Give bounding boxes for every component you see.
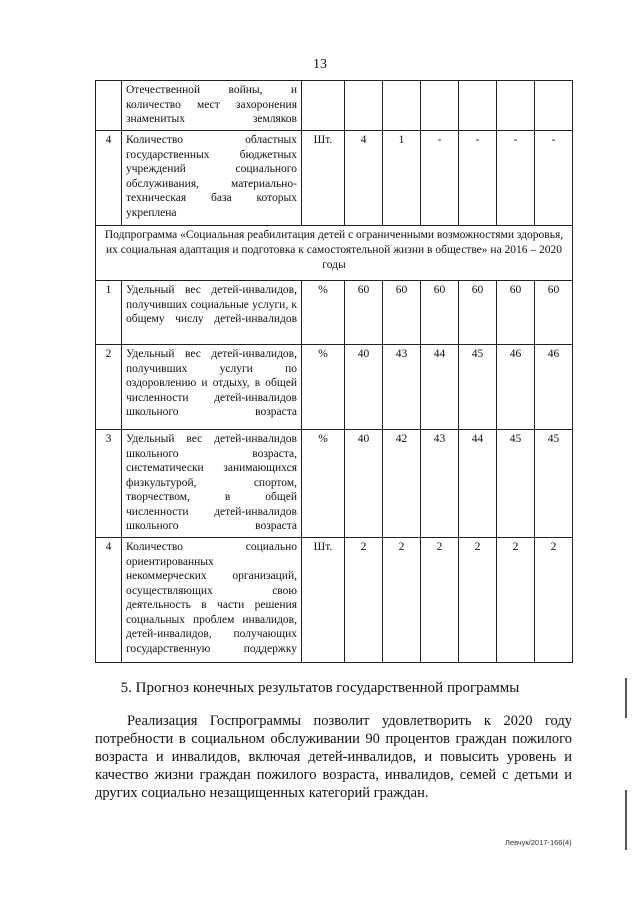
row-value: 60: [497, 281, 535, 345]
row-description: Количество областных государственных бюджетных учреждений социального обслуживания, материально-техническая база которых укреплена: [122, 131, 302, 226]
table-row: [96, 345, 573, 430]
row-value: -: [459, 131, 497, 226]
indicators-table: [95, 80, 573, 663]
row-description: Удельный вес детей-инвалидов, получивших услуги по оздоровлению и отдыху, в общей численности детей-инвалидов школьного возраста: [122, 345, 302, 430]
subprogram-row: [96, 226, 573, 281]
table-row: [96, 81, 573, 131]
document-signature: Левчук/2017-166(4): [505, 838, 572, 847]
row-value: 60: [459, 281, 497, 345]
row-value: [421, 81, 459, 131]
page-number: 13: [313, 57, 327, 72]
row-value: 43: [421, 430, 459, 538]
row-value: [535, 81, 573, 131]
row-value: 44: [459, 430, 497, 538]
row-value: -: [535, 131, 573, 226]
row-value: 42: [383, 430, 421, 538]
subprogram-title: Подпрограмма «Социальная реабилитация детей с ограниченными возможностями здоровья, их социальная адаптация и подготовка к самостоятельной жизни в обществе» на 2016 – 2020 годы: [96, 226, 573, 281]
table-row: [96, 430, 573, 538]
row-value: 60: [535, 281, 573, 345]
row-value: 46: [497, 345, 535, 430]
row-value: 40: [345, 430, 383, 538]
row-value: 2: [535, 538, 573, 663]
row-value: 45: [535, 430, 573, 538]
row-value: [459, 81, 497, 131]
table-row: [96, 131, 573, 226]
row-unit: %: [302, 430, 345, 538]
scan-edge-mark: [625, 790, 627, 850]
row-unit: %: [302, 281, 345, 345]
row-number: 1: [96, 281, 122, 345]
row-description: Количество социально ориентированных некоммерческих организаций, осуществляющих свою деятельность в части решения социальных проблем инвалидов, детей-инвалидов, получающих государственную поддержку: [122, 538, 302, 663]
row-unit: Шт.: [302, 538, 345, 663]
row-value: 2: [345, 538, 383, 663]
section-title: 5. Прогноз конечных результатов государственной программы: [120, 680, 520, 696]
row-number: 3: [96, 430, 122, 538]
row-value: 40: [345, 345, 383, 430]
row-value: [345, 81, 383, 131]
row-description: Удельный вес детей-инвалидов школьного возраста, систематически занимающихся физкультурой, спортом, творчеством, в общей численности детей-инвалидов школьного возраста: [122, 430, 302, 538]
row-number: 2: [96, 345, 122, 430]
row-number: [96, 81, 122, 131]
row-value: 2: [383, 538, 421, 663]
row-unit: [302, 81, 345, 131]
section-paragraph: Реализация Госпрограммы позволит удовлетворить к 2020 году потребности в социальном обслуживании 90 процентов граждан пожилого возраста и инвалидов, включая детей-инвалидов, и повысить уровень и качество жизни граждан пожилого возраста, инвалидов, семей с детьми и других социально незащищенных категорий граждан.: [95, 713, 572, 801]
row-value: [383, 81, 421, 131]
row-value: 1: [383, 131, 421, 226]
row-value: 46: [535, 345, 573, 430]
row-value: 2: [497, 538, 535, 663]
row-value: 45: [459, 345, 497, 430]
row-unit: Шт.: [302, 131, 345, 226]
row-value: 45: [497, 430, 535, 538]
row-value: -: [497, 131, 535, 226]
row-value: 4: [345, 131, 383, 226]
table-row: [96, 538, 573, 663]
row-number: 4: [96, 131, 122, 226]
table-row: [96, 281, 573, 345]
row-value: 2: [421, 538, 459, 663]
row-value: [497, 81, 535, 131]
row-value: 60: [383, 281, 421, 345]
row-description: Отечественной войны, и количество мест захоронения знаменитых земляков: [122, 81, 302, 131]
row-unit: %: [302, 345, 345, 430]
row-value: 43: [383, 345, 421, 430]
row-value: 44: [421, 345, 459, 430]
row-value: 60: [421, 281, 459, 345]
row-value: -: [421, 131, 459, 226]
row-description: Удельный вес детей-инвалидов, получивших социальные услуги, к общему числу детей-инвалидов: [122, 281, 302, 345]
row-value: 2: [459, 538, 497, 663]
row-value: 60: [345, 281, 383, 345]
row-number: 4: [96, 538, 122, 663]
scan-edge-mark: [625, 678, 627, 718]
